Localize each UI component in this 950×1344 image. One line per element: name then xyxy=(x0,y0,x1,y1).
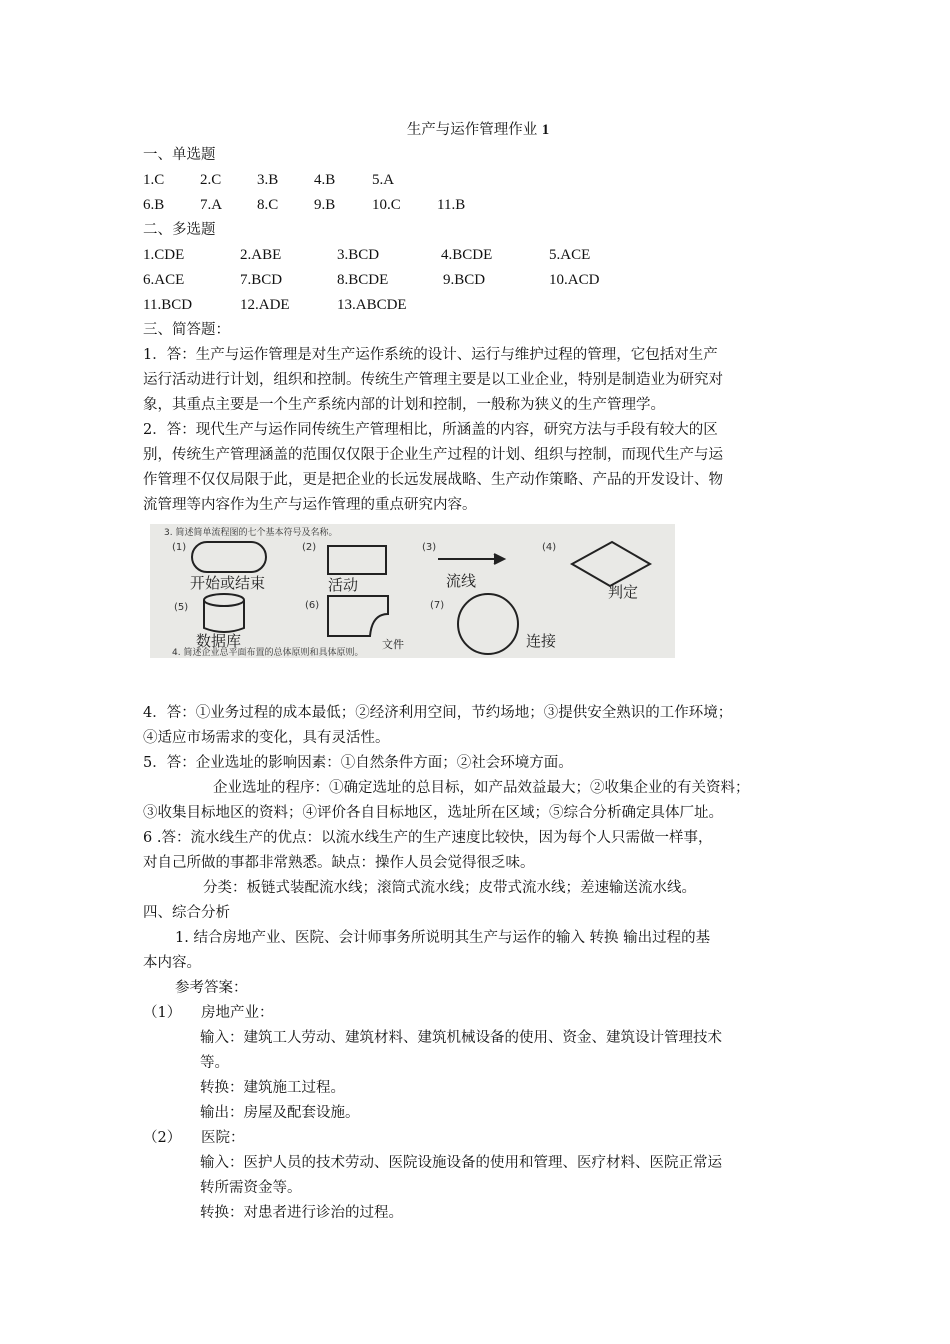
answer: 8.C xyxy=(257,197,279,213)
answer: 1.C xyxy=(143,172,165,188)
answer: 2.ABE xyxy=(240,247,282,263)
symbol-label: (1) xyxy=(172,542,187,553)
item-input-line: 输入：医护人员的技术劳动、医院设施设备的使用和管理、医疗材料、医院正常运 xyxy=(200,1155,722,1171)
answer: 3.B xyxy=(257,172,279,188)
answer: 11.B xyxy=(437,197,466,213)
item-heading xyxy=(143,1001,813,1026)
flowchart-symbols-svg xyxy=(150,524,675,658)
symbol-name: 活动 xyxy=(328,576,359,594)
symbol-name: 开始或结束 xyxy=(190,574,266,592)
title-number: 1 xyxy=(541,122,550,138)
item-name: 医院： xyxy=(201,1130,245,1146)
answer: 6.ACE xyxy=(143,272,185,288)
answer: 7.BCD xyxy=(240,272,283,288)
symbol-label: (4) xyxy=(542,542,557,553)
item-transform: 转换：建筑施工过程。 xyxy=(200,1080,345,1096)
item-heading xyxy=(143,1126,813,1151)
answer-row xyxy=(143,243,813,268)
symbol-label: (6) xyxy=(305,600,320,611)
answer: 4.B xyxy=(314,172,336,188)
answer-row xyxy=(143,168,813,193)
answer: 5.ACE xyxy=(549,247,591,263)
answer: 7.A xyxy=(200,197,223,213)
answer: 9.B xyxy=(314,197,336,213)
q2-line: 2．答：现代生产与运作同传统生产管理相比，所涵盖的内容，研究方法与手段有较大的区 xyxy=(143,422,718,438)
symbol-name: 文件 xyxy=(382,638,404,651)
answer: 9.BCD xyxy=(443,272,486,288)
q6-line: 分类：板链式装配流水线；滚筒式流水线；皮带式流水线；差速输送流水线。 xyxy=(203,880,696,896)
item-input-line: 等。 xyxy=(200,1055,229,1071)
q1-line: 象，其重点主要是一个生产系统内部的计划和控制，一般称为狭义的生产管理学。 xyxy=(143,397,665,413)
answer: 6.B xyxy=(143,197,165,213)
answer: 1.CDE xyxy=(143,247,185,263)
symbol-name: 数据库 xyxy=(196,632,242,650)
symbol-name: 连接 xyxy=(526,632,557,650)
item-output: 输出：房屋及配套设施。 xyxy=(200,1105,360,1121)
title-text: 生产与运作管理作业 xyxy=(406,122,538,138)
figure-top-text: 3. 简述简单流程图的七个基本符号及名称。 xyxy=(164,528,338,538)
answer: 8.BCDE xyxy=(337,272,389,288)
symbol-label: (7) xyxy=(430,600,445,611)
terminator-symbol xyxy=(192,542,266,572)
page-title xyxy=(143,118,813,143)
q4-line: ④适应市场需求的变化，具有灵活性。 xyxy=(143,730,390,746)
symbol-name: 流线 xyxy=(446,572,477,590)
q1-line: 1．答：生产与运作管理是对生产运作系统的设计、运行与维护过程的管理，它包括对生产 xyxy=(143,347,718,363)
q4-line: 4．答：①业务过程的成本最低；②经济利用空间，节约场地；③提供安全熟识的工作环境； xyxy=(143,705,733,721)
item-input-line: 转所需资金等。 xyxy=(200,1180,302,1196)
q6-line: 6 .答：流水线生产的优点：以流水线生产的生产速度比较快，因为每个人只需做一样事， xyxy=(143,830,713,846)
item-input-line: 输入：建筑工人劳动、建筑材料、建筑机械设备的使用、资金、建筑设计管理技术 xyxy=(200,1030,722,1046)
symbol-label: (5) xyxy=(174,602,189,613)
item-tag: （2） xyxy=(143,1130,182,1146)
q1-line: 运行活动进行计划，组织和控制。传统生产管理主要是以工业企业，特别是制造业为研究对 xyxy=(143,372,723,388)
analysis-question-line: 1. 结合房地产业、医院、会计师事务所说明其生产与运作的输入 转换 输出过程的基 xyxy=(175,930,711,946)
symbol-label: (3) xyxy=(422,542,437,553)
answer: 10.C xyxy=(372,197,401,213)
arrow-head xyxy=(494,554,504,564)
q2-line: 作管理不仅仅局限于此，更是把企业的长远发展战略、生产动作策略、产品的开发设计、物 xyxy=(143,472,723,488)
answer: 10.ACD xyxy=(549,272,600,288)
answer: 4.BCDE xyxy=(441,247,493,263)
item-transform: 转换：对患者进行诊治的过程。 xyxy=(200,1205,403,1221)
answer-row xyxy=(143,293,813,318)
q6-line: 对自己所做的事都非常熟悉。缺点：操作人员会觉得很乏味。 xyxy=(143,855,535,871)
section-heading-single-choice: 一、单选题 xyxy=(143,147,216,163)
answer: 11.BCD xyxy=(143,297,193,313)
flowchart-symbols-figure xyxy=(150,524,675,658)
item-name: 房地产业： xyxy=(201,1005,274,1021)
section-heading-multi-choice: 二、多选题 xyxy=(143,222,216,238)
answer: 3.BCD xyxy=(337,247,380,263)
reference-answer-label: 参考答案： xyxy=(175,980,248,996)
q5-line: 企业选址的程序：①确定选址的总目标，如产品效益最大；②收集企业的有关资料； xyxy=(213,780,750,796)
q2-line: 别，传统生产管理涵盖的范围仅仅限于企业生产过程的计划、组织与控制，而现代生产与运 xyxy=(143,447,723,463)
section-heading-analysis: 四、综合分析 xyxy=(143,905,230,921)
answer: 5.A xyxy=(372,172,395,188)
answer: 13.ABCDE xyxy=(337,297,407,313)
section-heading-short-answer: 三、简答题： xyxy=(143,322,230,338)
decision-symbol xyxy=(572,542,650,586)
answer: 2.C xyxy=(200,172,222,188)
symbol-label: (2) xyxy=(302,542,317,553)
symbol-name: 判定 xyxy=(608,583,639,601)
analysis-question-line: 本内容。 xyxy=(143,955,201,971)
document-symbol xyxy=(328,596,388,636)
answer-row xyxy=(143,193,813,218)
database-top xyxy=(204,594,244,606)
connector-symbol xyxy=(458,594,518,654)
figure-bottom-text: 4. 简述企业总平面布置的总体原则和具体原则。 xyxy=(172,648,364,658)
answer-row xyxy=(143,268,813,293)
item-tag: （1） xyxy=(143,1005,182,1021)
document-page xyxy=(143,118,813,1226)
process-symbol xyxy=(328,546,386,574)
answer: 12.ADE xyxy=(240,297,290,313)
q5-line: ③收集目标地区的资料；④评价各自目标地区，选址所在区域；⑤综合分析确定具体厂址。 xyxy=(143,805,723,821)
q5-line: 5．答：企业选址的影响因素：①自然条件方面；②社会环境方面。 xyxy=(143,755,573,771)
q2-line: 流管理等内容作为生产与运作管理的重点研究内容。 xyxy=(143,497,477,513)
